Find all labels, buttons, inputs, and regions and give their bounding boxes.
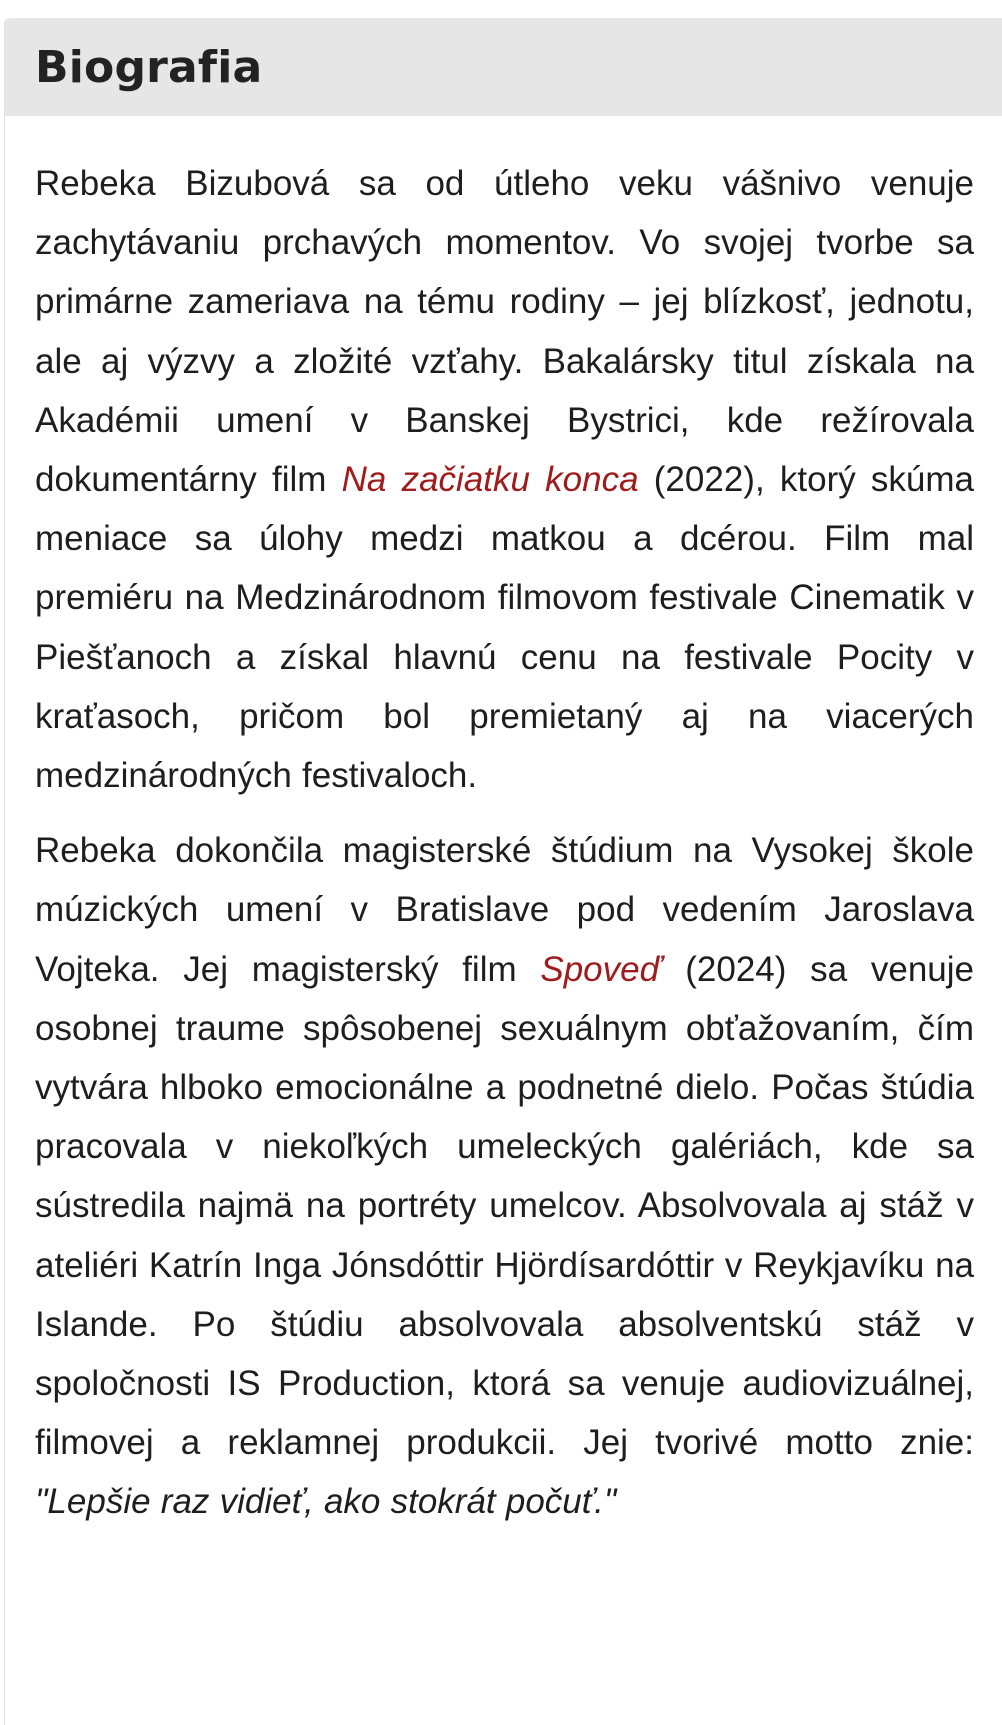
motto-quote: "Lepšie raz vidieť, ako stokrát počuť." bbox=[35, 1482, 617, 1522]
section-title: Biografia bbox=[35, 41, 263, 93]
paragraph-text: Rebeka dokončila magisterské štúdium na Vysokej škole múzických umení v Bratislave pod vedením Jaroslava Vojteka. Jej magisterský film bbox=[35, 831, 974, 989]
paragraph-text: (2022), ktorý skúma meniace sa úlohy medzi matkou a dcérou. Film mal premiéru na Medzinárodnom filmovom festivale Cinematik v Piešťanoch a získal hlavnú cenu na festivale Pocity v kraťasoch, pričom bol premietaný aj na viacerých medzinárodných festivaloch. bbox=[35, 460, 975, 796]
biography-card bbox=[4, 18, 1002, 1725]
film-title-na-zaciatku-konca: Na začiatku konca bbox=[341, 460, 639, 500]
biography-paragraph-1 bbox=[35, 154, 974, 805]
paragraph-text: (2024) sa venuje osobnej traume spôsobenej sexuálnym obťažovaním, čím vytvára hlboko emocionálne a podnetné dielo. Počas štúdia pracovala v niekoľkých umeleckých galériách, kde sa sústredila najmä na portréty umelcov. Absolvovala aj stáž v ateliéri Katrín Inga Jónsdóttir Hjördísardóttir v Reykjavíku na Islande. Po štúdiu absolvovala absolventskú stáž v spoločnosti IS Production, ktorá sa venuje audiovizuálnej, filmovej a reklamnej produkcii. Jej tvorivé motto znie: bbox=[35, 949, 974, 1463]
biography-header bbox=[5, 18, 1002, 116]
biography-paragraph-2 bbox=[35, 821, 974, 1531]
film-title-spoved: Spoveď bbox=[540, 949, 662, 989]
paragraph-text: Rebeka Bizubová sa od útleho veku vášnivo venuje zachytávaniu prchavých momentov. Vo svojej tvorbe sa primárne zameriava na tému rodiny – jej blízkosť, jednotu, ale aj výzvy a zložité vzťahy. Bakalársky titul získala na Akadémii umení v Banskej Bystrici, kde režírovala dokumentárny film bbox=[35, 164, 974, 500]
biography-body bbox=[5, 116, 1002, 1532]
